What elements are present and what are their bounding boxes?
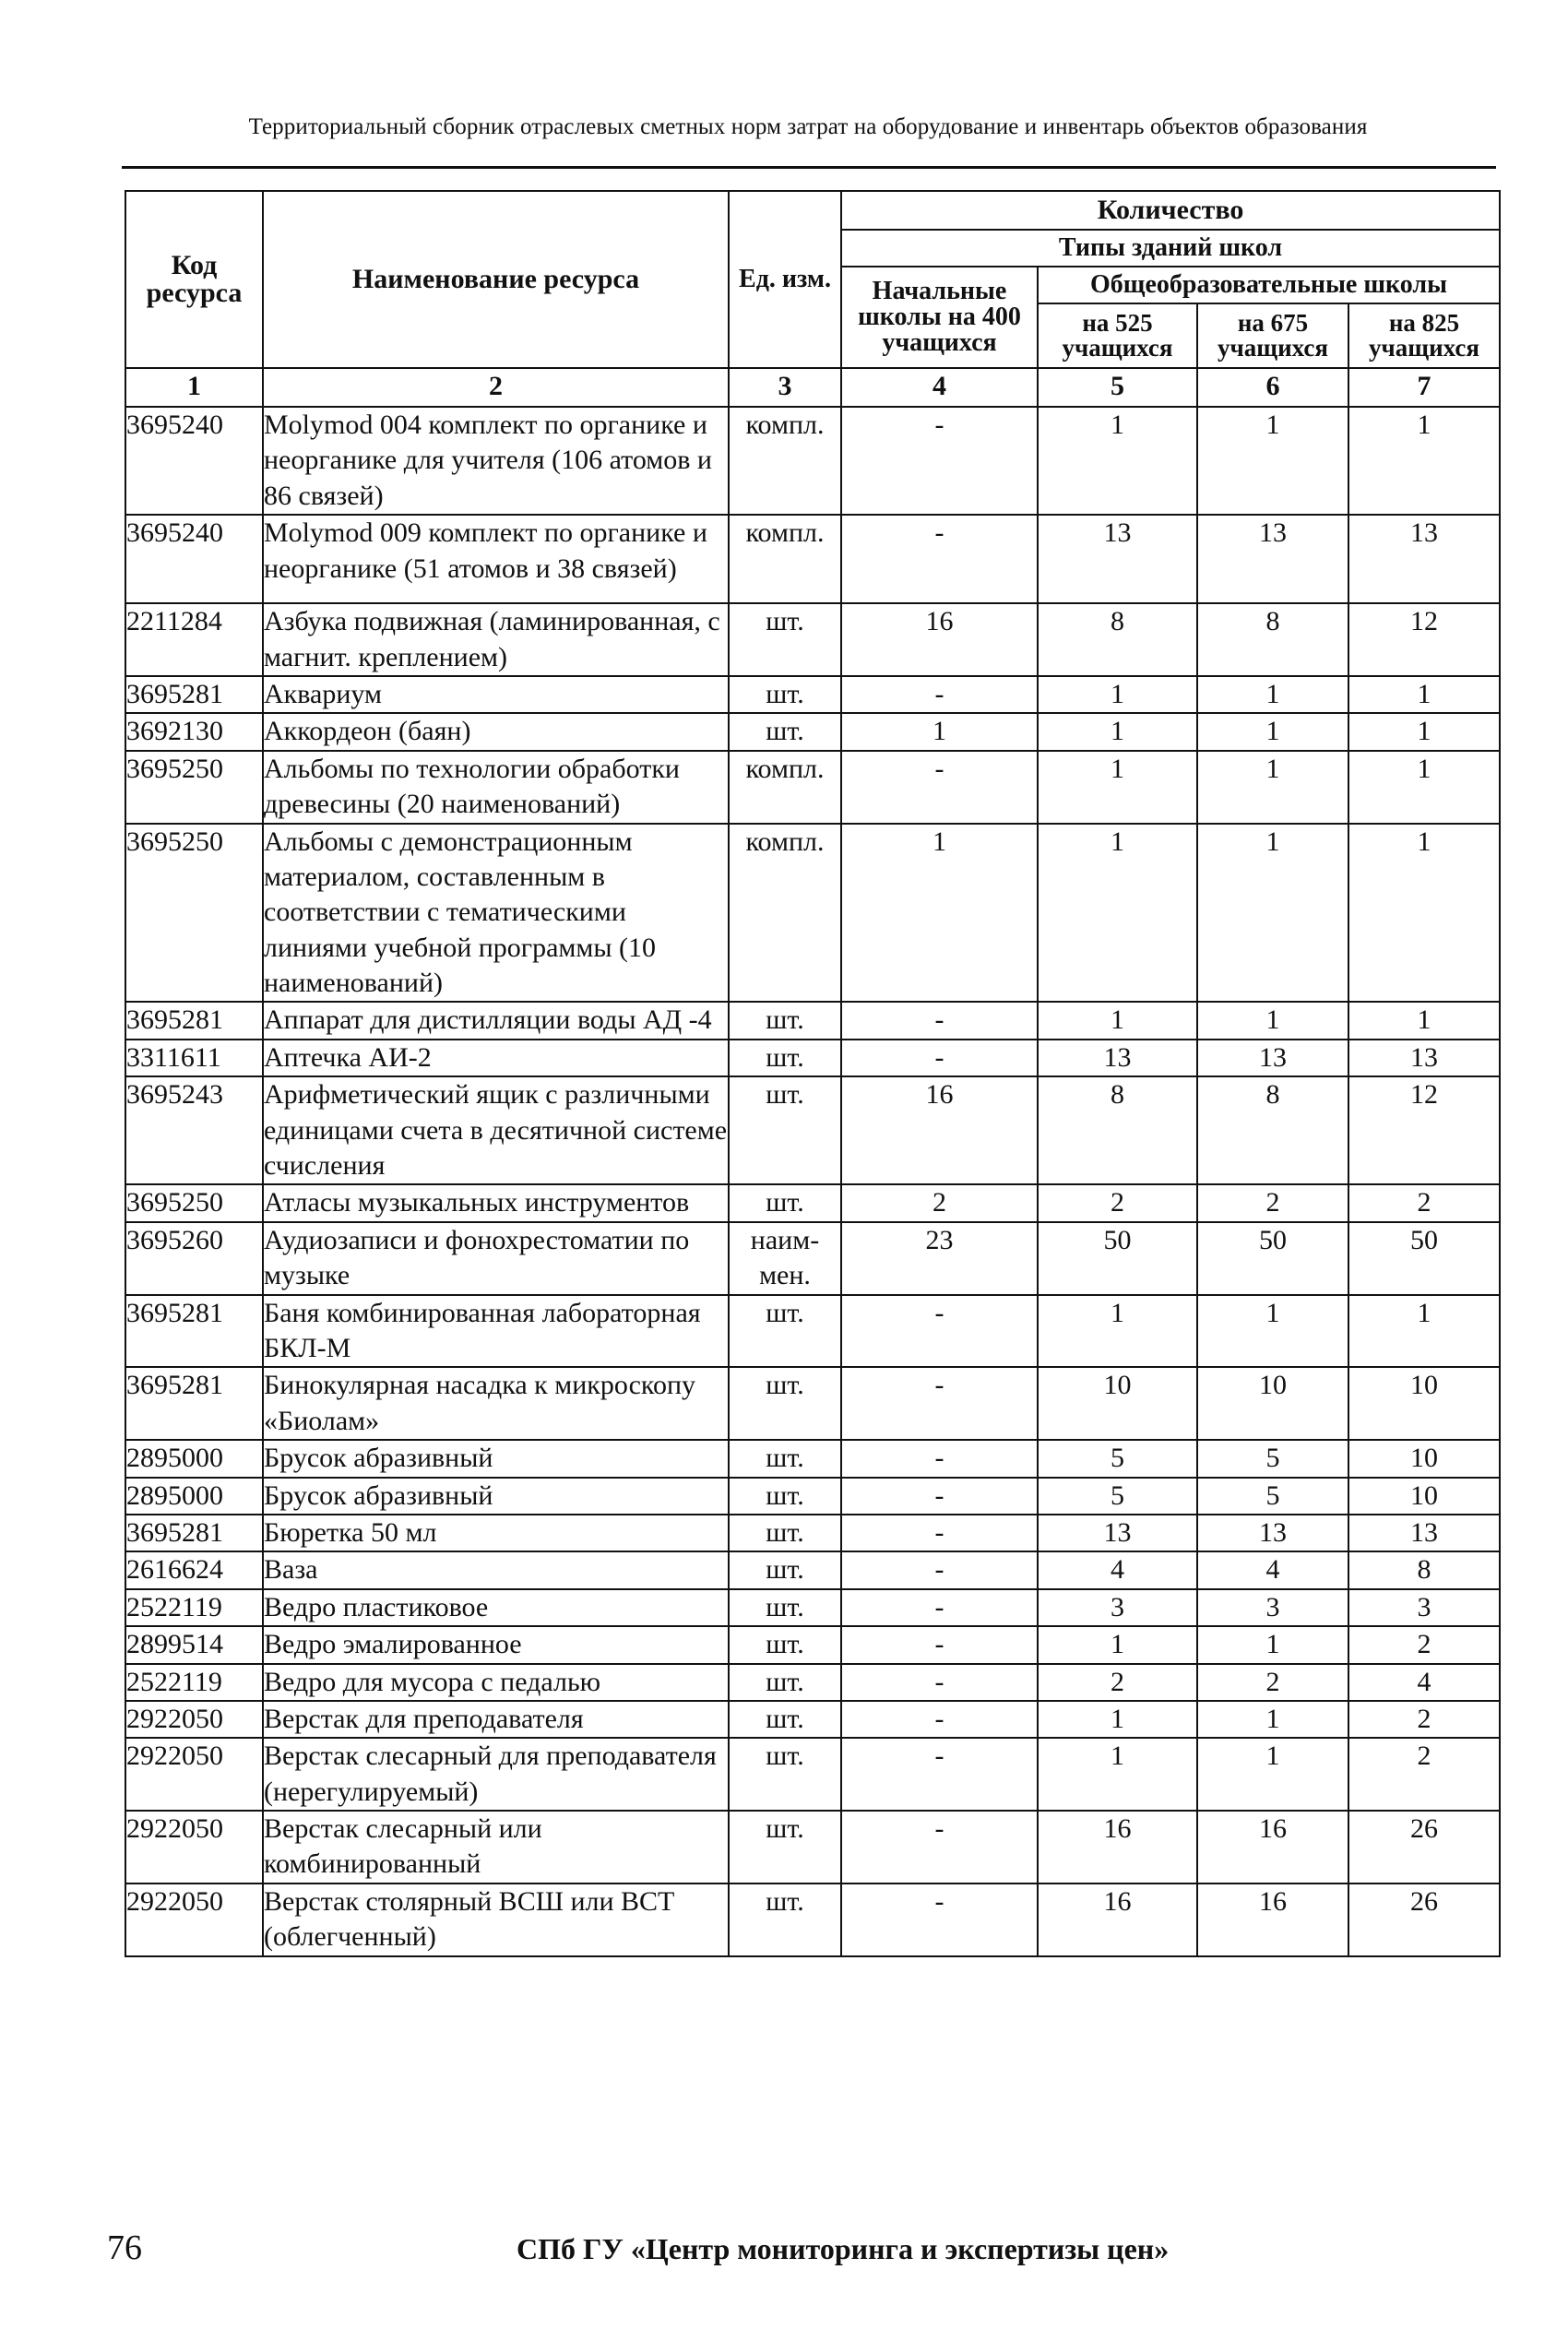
quantity-525: 1 [1038,676,1197,713]
quantity-675: 1 [1197,1626,1348,1663]
quantity-400: - [841,1626,1038,1663]
unit-cell: шт. [729,1551,841,1588]
unit-cell: шт. [729,1040,841,1076]
quantity-675: 1 [1197,1295,1348,1368]
resource-name: Ведро эмалированное [263,1626,729,1663]
quantity-400: - [841,1883,1038,1956]
table-row [125,676,1500,713]
unit-cell: шт. [729,1002,841,1039]
header-code: Код ресурса [125,191,263,368]
quantity-675: 1 [1197,751,1348,824]
resource-name: Брусок абразивный [263,1478,729,1515]
resource-name: Ведро пластиковое [263,1589,729,1626]
header-general-school: Общеобразовательные школы [1038,267,1500,303]
resource-code: 3695240 [125,407,263,515]
table-row [125,407,1500,515]
unit-cell: шт. [729,1440,841,1477]
header-name: Наименование ресурса [263,191,729,368]
quantity-400: - [841,1440,1038,1477]
quantity-525: 1 [1038,1701,1197,1738]
quantity-675: 1 [1197,824,1348,1003]
quantity-400: - [841,1040,1038,1076]
column-number: 2 [263,368,729,407]
unit-cell: шт. [729,1883,841,1956]
resource-name: Азбука подвижная (ламинированная, с магнит. креплением) [263,603,729,676]
table-row [125,824,1500,1003]
header-525: на 525 учащихся [1038,303,1197,368]
quantity-525: 1 [1038,1626,1197,1663]
quantity-525: 2 [1038,1184,1197,1221]
table-row [125,1184,1500,1221]
resource-name: Альбомы с демонстрационным материалом, составленным в соответствии с тематическими линиями учебной программы (10 наименований) [263,824,729,1003]
table-row [125,1222,1500,1295]
column-number: 4 [841,368,1038,407]
quantity-525: 1 [1038,713,1197,750]
quantity-525: 2 [1038,1664,1197,1701]
table-row [125,1589,1500,1626]
unit-cell: шт. [729,1295,841,1368]
quantity-675: 5 [1197,1478,1348,1515]
quantity-525: 10 [1038,1367,1197,1440]
quantity-525: 1 [1038,1738,1197,1811]
unit-cell: компл. [729,515,841,603]
quantity-675: 1 [1197,407,1348,515]
quantity-400: - [841,1664,1038,1701]
resource-name: Аптечка АИ-2 [263,1040,729,1076]
resource-name: Аккордеон (баян) [263,713,729,750]
quantity-675: 13 [1197,1040,1348,1076]
quantity-825: 50 [1348,1222,1500,1295]
quantity-825: 2 [1348,1738,1500,1811]
quantity-825: 10 [1348,1367,1500,1440]
resource-code: 3695281 [125,1367,263,1440]
unit-cell: компл. [729,751,841,824]
column-number: 5 [1038,368,1197,407]
table-row [125,1367,1500,1440]
quantity-525: 13 [1038,515,1197,603]
quantity-675: 2 [1197,1664,1348,1701]
column-number: 6 [1197,368,1348,407]
quantity-525: 4 [1038,1551,1197,1588]
quantity-400: - [841,1738,1038,1811]
table-row [125,1883,1500,1956]
quantity-825: 8 [1348,1551,1500,1588]
quantity-675: 3 [1197,1589,1348,1626]
unit-cell: шт. [729,1626,841,1663]
resource-name: Брусок абразивный [263,1440,729,1477]
resource-code: 2522119 [125,1664,263,1701]
quantity-675: 1 [1197,1738,1348,1811]
quantity-825: 13 [1348,1040,1500,1076]
quantity-400: 16 [841,1076,1038,1184]
table-row [125,1515,1500,1551]
quantity-675: 16 [1197,1811,1348,1883]
quantity-825: 12 [1348,603,1500,676]
resource-name: Альбомы по технологии обработки древесины (20 наименований) [263,751,729,824]
quantity-525: 1 [1038,1295,1197,1368]
quantity-675: 1 [1197,1002,1348,1039]
resource-name: Ваза [263,1551,729,1588]
resource-code: 3695281 [125,1295,263,1368]
resource-code: 2895000 [125,1478,263,1515]
resource-code: 3695250 [125,751,263,824]
quantity-825: 1 [1348,676,1500,713]
unit-cell: шт. [729,1184,841,1221]
resource-name: Бинокулярная насадка к микроскопу «Биолам» [263,1367,729,1440]
unit-cell: шт. [729,713,841,750]
resource-code: 2522119 [125,1589,263,1626]
resource-code: 3695281 [125,676,263,713]
unit-cell: шт. [729,1664,841,1701]
resource-name: Аквариум [263,676,729,713]
unit-cell: шт. [729,1076,841,1184]
quantity-400: 16 [841,603,1038,676]
quantity-825: 10 [1348,1440,1500,1477]
column-number: 1 [125,368,263,407]
resource-code: 3695281 [125,1002,263,1039]
resource-code: 3695281 [125,1515,263,1551]
table-row [125,1478,1500,1515]
column-number: 7 [1348,368,1500,407]
resource-code: 2922050 [125,1883,263,1956]
header-quantity: Количество [841,191,1500,230]
unit-cell: шт. [729,1738,841,1811]
resource-name: Верстак столярный ВСШ или ВСТ (облегченный) [263,1883,729,1956]
quantity-675: 1 [1197,713,1348,750]
quantity-825: 2 [1348,1701,1500,1738]
header-primary-school: Начальные школы на 400 учащихся [841,267,1038,368]
quantity-400: - [841,751,1038,824]
header-unit: Ед. изм. [729,191,841,368]
quantity-525: 50 [1038,1222,1197,1295]
table-row [125,751,1500,824]
quantity-400: 2 [841,1184,1038,1221]
column-number-row [125,368,1500,407]
quantity-400: 1 [841,713,1038,750]
resource-name: Верстак слесарный или комбинированный [263,1811,729,1883]
quantity-525: 8 [1038,1076,1197,1184]
resource-name: Атласы музыкальных инструментов [263,1184,729,1221]
quantity-525: 5 [1038,1478,1197,1515]
quantity-400: 1 [841,824,1038,1003]
quantity-400: - [841,1515,1038,1551]
table-row [125,1440,1500,1477]
quantity-825: 10 [1348,1478,1500,1515]
resource-code: 2922050 [125,1811,263,1883]
quantity-525: 8 [1038,603,1197,676]
resource-name: Molymod 009 комплект по органике и неорганике (51 атомов и 38 связей) [263,515,729,603]
page-number: 76 [107,2228,142,2267]
resource-code: 2899514 [125,1626,263,1663]
header-825: на 825 учащихся [1348,303,1500,368]
resource-name: Аудиозаписи и фонохрестоматии по музыке [263,1222,729,1295]
unit-cell: компл. [729,824,841,1003]
resource-code: 3695240 [125,515,263,603]
quantity-825: 1 [1348,407,1500,515]
resource-name: Баня комбинированная лабораторная БКЛ-М [263,1295,729,1368]
table-row [125,1664,1500,1701]
quantity-400: - [841,1367,1038,1440]
footer-organization: СПб ГУ «Центр мониторинга и экспертизы цен» [517,2232,1170,2265]
quantity-400: - [841,1811,1038,1883]
quantity-825: 3 [1348,1589,1500,1626]
quantity-400: - [841,515,1038,603]
quantity-825: 2 [1348,1626,1500,1663]
quantity-675: 4 [1197,1551,1348,1588]
quantity-675: 10 [1197,1367,1348,1440]
header-675: на 675 учащихся [1197,303,1348,368]
unit-cell: шт. [729,1367,841,1440]
quantity-825: 12 [1348,1076,1500,1184]
resource-table [125,190,1501,1957]
quantity-825: 13 [1348,1515,1500,1551]
quantity-400: - [841,1002,1038,1039]
table-row [125,1002,1500,1039]
resource-name: Molymod 004 комплект по органике и неорганике для учителя (106 атомов и 86 связей) [263,407,729,515]
unit-cell: компл. [729,407,841,515]
table-row [125,1040,1500,1076]
quantity-400: - [841,1551,1038,1588]
quantity-675: 13 [1197,1515,1348,1551]
unit-cell: шт. [729,1589,841,1626]
quantity-400: 23 [841,1222,1038,1295]
resource-code: 3692130 [125,713,263,750]
unit-cell: шт. [729,676,841,713]
unit-cell: шт. [729,1701,841,1738]
quantity-400: - [841,1295,1038,1368]
quantity-675: 16 [1197,1883,1348,1956]
quantity-825: 1 [1348,1295,1500,1368]
resource-name: Верстак слесарный для преподавателя (нерегулируемый) [263,1738,729,1811]
quantity-825: 1 [1348,713,1500,750]
quantity-400: - [841,1701,1038,1738]
resource-code: 3695250 [125,824,263,1003]
quantity-825: 1 [1348,824,1500,1003]
quantity-825: 1 [1348,1002,1500,1039]
quantity-825: 4 [1348,1664,1500,1701]
quantity-525: 1 [1038,407,1197,515]
running-header: Территориальный сборник отраслевых сметных норм затрат на оборудование и инвентарь объектов образования [248,114,1368,139]
resource-name: Арифметический ящик с различными единицами счета в десятичной системе счисления [263,1076,729,1184]
table-row [125,1295,1500,1368]
header-rule [122,166,1496,169]
resource-code: 3311611 [125,1040,263,1076]
quantity-525: 13 [1038,1515,1197,1551]
resource-code: 2211284 [125,603,263,676]
resource-name: Бюретка 50 мл [263,1515,729,1551]
resource-code: 2922050 [125,1738,263,1811]
unit-cell: шт. [729,1811,841,1883]
quantity-825: 1 [1348,751,1500,824]
quantity-675: 2 [1197,1184,1348,1221]
table-row [125,1626,1500,1663]
table-row [125,1738,1500,1811]
table-row [125,1701,1500,1738]
quantity-675: 5 [1197,1440,1348,1477]
resource-code: 3695260 [125,1222,263,1295]
quantity-400: - [841,407,1038,515]
resource-code: 2616624 [125,1551,263,1588]
quantity-525: 1 [1038,1002,1197,1039]
unit-cell: шт. [729,1478,841,1515]
quantity-825: 26 [1348,1883,1500,1956]
quantity-525: 3 [1038,1589,1197,1626]
quantity-525: 1 [1038,824,1197,1003]
quantity-400: - [841,676,1038,713]
resource-code: 2922050 [125,1701,263,1738]
quantity-400: - [841,1478,1038,1515]
resource-code: 2895000 [125,1440,263,1477]
resource-name: Верстак для преподавателя [263,1701,729,1738]
unit-cell: шт. [729,1515,841,1551]
unit-cell: наим- мен. [729,1222,841,1295]
quantity-825: 13 [1348,515,1500,603]
column-number: 3 [729,368,841,407]
quantity-525: 16 [1038,1811,1197,1883]
table-row [125,515,1500,603]
quantity-825: 2 [1348,1184,1500,1221]
quantity-675: 1 [1197,1701,1348,1738]
quantity-825: 26 [1348,1811,1500,1883]
resource-name: Аппарат для дистилляции воды АД -4 [263,1002,729,1039]
table-row [125,1076,1500,1184]
resource-code: 3695250 [125,1184,263,1221]
quantity-675: 13 [1197,515,1348,603]
quantity-675: 8 [1197,603,1348,676]
resource-name: Ведро для мусора с педалью [263,1664,729,1701]
quantity-525: 1 [1038,751,1197,824]
quantity-525: 13 [1038,1040,1197,1076]
header-school-types: Типы зданий школ [841,230,1500,267]
resource-code: 3695243 [125,1076,263,1184]
quantity-400: - [841,1589,1038,1626]
table-row [125,1811,1500,1883]
table-row [125,1551,1500,1588]
table-row [125,603,1500,676]
unit-cell: шт. [729,603,841,676]
quantity-675: 8 [1197,1076,1348,1184]
table-row [125,713,1500,750]
quantity-675: 1 [1197,676,1348,713]
quantity-525: 16 [1038,1883,1197,1956]
quantity-675: 50 [1197,1222,1348,1295]
quantity-525: 5 [1038,1440,1197,1477]
